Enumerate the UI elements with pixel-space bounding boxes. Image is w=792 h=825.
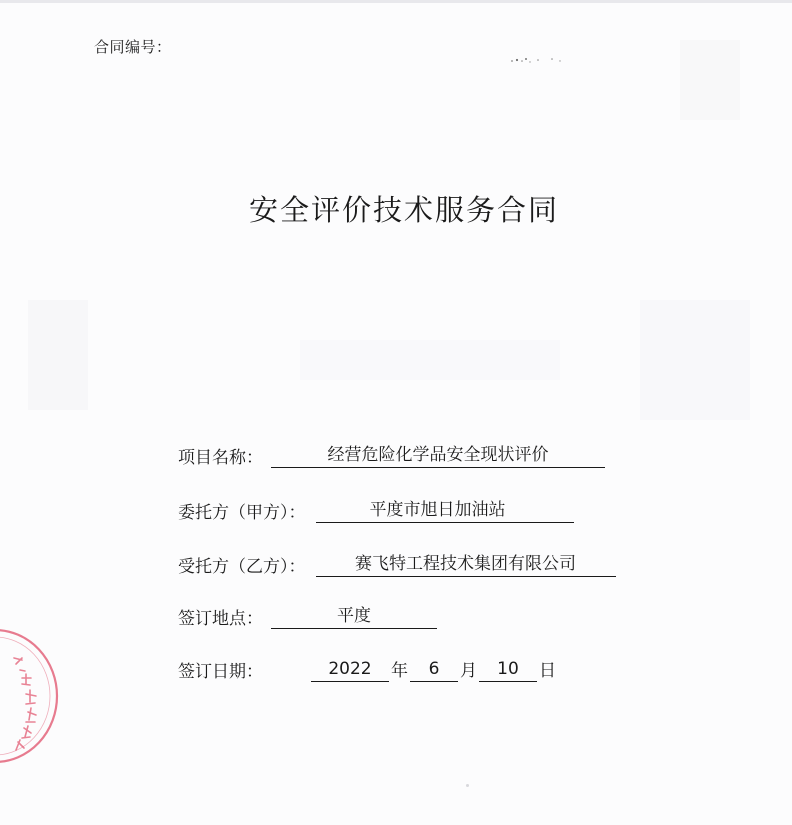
- field-client: [178, 495, 574, 523]
- project-name-value: 经营危险化学品安全现状评价: [271, 444, 605, 468]
- page-title: 安全评价技术服务合同: [248, 193, 559, 227]
- client-value: 平度市旭日加油站: [316, 499, 574, 523]
- bleed-through-mark: [300, 340, 560, 380]
- project-name-label: 项目名称：: [178, 448, 263, 468]
- client-label: 委托方（甲方）：: [178, 503, 306, 523]
- signing-date-label: 签订日期：: [178, 662, 263, 682]
- signing-date-month: 6: [410, 658, 458, 682]
- field-signing-date: [178, 654, 558, 682]
- signing-date-month-unit: 月: [460, 661, 477, 681]
- signing-date-day-unit: 日: [539, 661, 556, 681]
- bleed-through-mark: [680, 40, 740, 120]
- signing-place-label: 签订地点：: [178, 609, 263, 629]
- field-contractor: [178, 549, 616, 577]
- signing-place-text: 平度: [337, 606, 371, 626]
- contract-number-label: 合同编号：: [94, 38, 172, 56]
- signing-place-value: [271, 605, 437, 629]
- field-signing-place: [178, 601, 437, 629]
- bleed-through-mark: [640, 300, 750, 420]
- contractor-label: 受托方（乙方）：: [178, 557, 306, 577]
- scan-dust-speck: [466, 784, 469, 787]
- bleed-through-mark: [28, 300, 88, 410]
- signing-date-year-unit: 年: [391, 661, 408, 681]
- signing-date-year: 2022: [311, 658, 389, 682]
- scan-speckle: [508, 55, 566, 65]
- signing-date-day: 10: [479, 658, 537, 682]
- field-project-name: [178, 440, 605, 468]
- contractor-value: 赛飞特工程技术集团有限公司: [316, 553, 616, 577]
- scan-top-edge: [0, 0, 792, 3]
- company-seal-icon: [0, 618, 60, 768]
